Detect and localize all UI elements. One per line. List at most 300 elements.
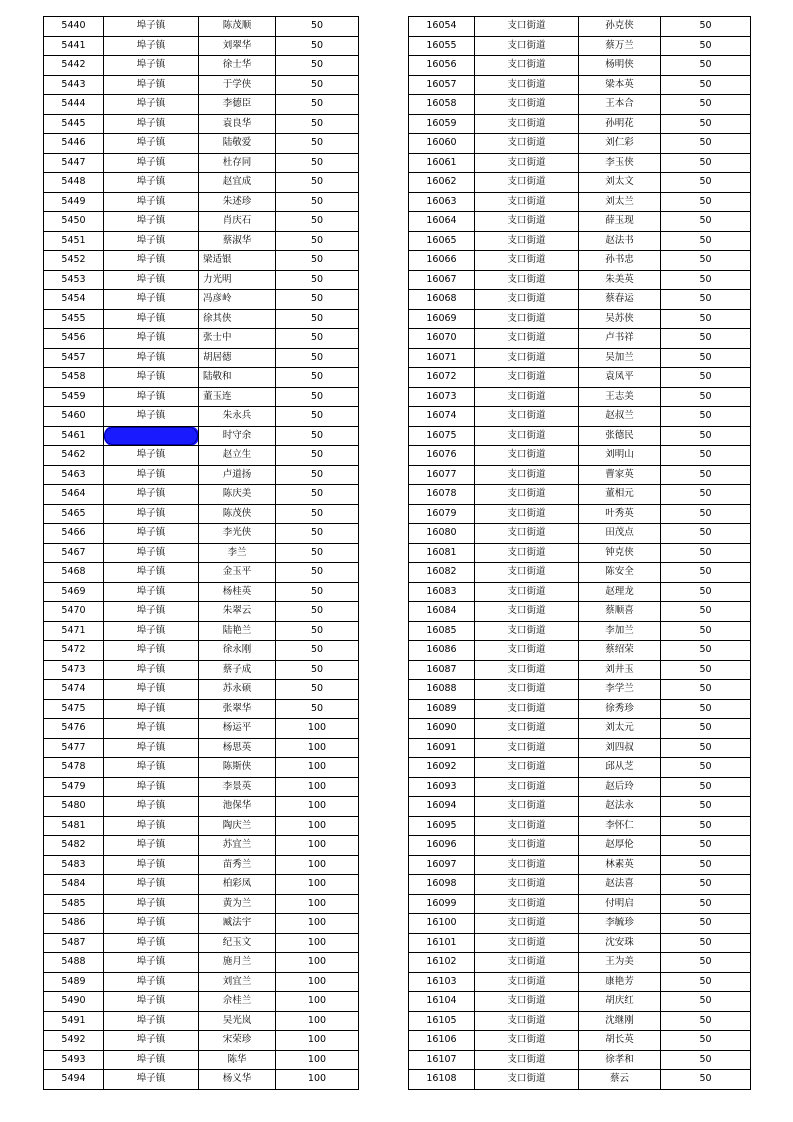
cell-id[interactable]: 16054 xyxy=(409,17,475,37)
cell-id[interactable]: 5492 xyxy=(44,1031,104,1051)
cell-name[interactable]: 李怀仁 xyxy=(579,816,661,836)
cell-id[interactable]: 5476 xyxy=(44,719,104,739)
cell-amount[interactable]: 50 xyxy=(661,387,751,407)
cell-amount[interactable]: 50 xyxy=(276,75,359,95)
cell-id[interactable]: 5455 xyxy=(44,309,104,329)
cell-amount[interactable]: 50 xyxy=(276,329,359,349)
cell-name[interactable]: 陈斯侠 xyxy=(199,758,276,778)
cell-name[interactable]: 袁凤平 xyxy=(579,368,661,388)
cell-id[interactable]: 16076 xyxy=(409,446,475,466)
cell-amount[interactable]: 50 xyxy=(276,563,359,583)
cell-id[interactable]: 5483 xyxy=(44,855,104,875)
cell-name[interactable]: 孙克侠 xyxy=(579,17,661,37)
cell-id[interactable]: 5484 xyxy=(44,875,104,895)
cell-id[interactable]: 16081 xyxy=(409,543,475,563)
cell-amount[interactable]: 100 xyxy=(276,758,359,778)
cell-name[interactable]: 刘仁彩 xyxy=(579,134,661,154)
cell-id[interactable]: 5494 xyxy=(44,1070,104,1090)
cell-id[interactable]: 16079 xyxy=(409,504,475,524)
cell-name[interactable]: 苏宜兰 xyxy=(199,836,276,856)
cell-id[interactable]: 16088 xyxy=(409,680,475,700)
cell-id[interactable]: 5493 xyxy=(44,1050,104,1070)
cell-name[interactable]: 付明启 xyxy=(579,894,661,914)
cell-amount[interactable]: 100 xyxy=(276,1031,359,1051)
cell-amount[interactable]: 50 xyxy=(661,563,751,583)
cell-id[interactable]: 5445 xyxy=(44,114,104,134)
cell-town[interactable]: 支口街道 xyxy=(475,855,579,875)
cell-name[interactable]: 胡长英 xyxy=(579,1031,661,1051)
cell-amount[interactable]: 50 xyxy=(661,212,751,232)
cell-name[interactable]: 钟克侠 xyxy=(579,543,661,563)
cell-name[interactable]: 徐其侠 xyxy=(199,309,276,329)
cell-name[interactable]: 黄为兰 xyxy=(199,894,276,914)
cell-town[interactable]: 埠子镇 xyxy=(104,56,199,76)
cell-name[interactable]: 张翠华 xyxy=(199,699,276,719)
cell-name[interactable]: 陆艳兰 xyxy=(199,621,276,641)
cell-amount[interactable]: 50 xyxy=(661,231,751,251)
cell-town[interactable]: 支口街道 xyxy=(475,914,579,934)
cell-town[interactable]: 支口街道 xyxy=(475,621,579,641)
cell-amount[interactable]: 50 xyxy=(276,192,359,212)
cell-name[interactable]: 梁本英 xyxy=(579,75,661,95)
cell-town[interactable]: 埠子镇 xyxy=(104,134,199,154)
cell-id[interactable]: 5457 xyxy=(44,348,104,368)
cell-amount[interactable]: 50 xyxy=(276,231,359,251)
cell-name[interactable]: 袁良华 xyxy=(199,114,276,134)
cell-town[interactable]: 支口街道 xyxy=(475,680,579,700)
cell-name[interactable]: 赵立生 xyxy=(199,446,276,466)
cell-amount[interactable]: 100 xyxy=(276,797,359,817)
cell-name[interactable]: 薛玉现 xyxy=(579,212,661,232)
cell-town[interactable]: 支口街道 xyxy=(475,407,579,427)
cell-id[interactable]: 16091 xyxy=(409,738,475,758)
cell-name[interactable]: 陆敬爱 xyxy=(199,134,276,154)
cell-id[interactable]: 16062 xyxy=(409,173,475,193)
cell-name[interactable]: 杜存同 xyxy=(199,153,276,173)
cell-name[interactable]: 胡居德 xyxy=(199,348,276,368)
cell-town[interactable]: 埠子镇 xyxy=(104,192,199,212)
cell-name[interactable]: 李玉侠 xyxy=(579,153,661,173)
cell-town[interactable]: 埠子镇 xyxy=(104,387,199,407)
cell-name[interactable]: 赵宜成 xyxy=(199,173,276,193)
cell-town[interactable]: 埠子镇 xyxy=(104,894,199,914)
cell-id[interactable]: 5469 xyxy=(44,582,104,602)
cell-name[interactable]: 刘太元 xyxy=(579,719,661,739)
cell-amount[interactable]: 50 xyxy=(276,485,359,505)
cell-name[interactable]: 王本合 xyxy=(579,95,661,115)
cell-name[interactable]: 吴光岚 xyxy=(199,1011,276,1031)
cell-amount[interactable]: 50 xyxy=(661,114,751,134)
cell-id[interactable]: 5478 xyxy=(44,758,104,778)
cell-id[interactable]: 5486 xyxy=(44,914,104,934)
cell-name[interactable]: 徐孝和 xyxy=(579,1050,661,1070)
cell-amount[interactable]: 100 xyxy=(276,836,359,856)
cell-amount[interactable]: 50 xyxy=(661,582,751,602)
cell-id[interactable]: 16099 xyxy=(409,894,475,914)
cell-id[interactable]: 5477 xyxy=(44,738,104,758)
cell-town[interactable]: 埠子镇 xyxy=(104,290,199,310)
cell-id[interactable]: 16055 xyxy=(409,36,475,56)
cell-id[interactable]: 16097 xyxy=(409,855,475,875)
cell-name[interactable]: 赵理龙 xyxy=(579,582,661,602)
cell-town[interactable]: 支口街道 xyxy=(475,972,579,992)
cell-name[interactable]: 徐永刚 xyxy=(199,641,276,661)
cell-amount[interactable]: 50 xyxy=(661,758,751,778)
cell-amount[interactable]: 50 xyxy=(661,953,751,973)
cell-town[interactable]: 支口街道 xyxy=(475,309,579,329)
cell-id[interactable]: 16064 xyxy=(409,212,475,232)
cell-name[interactable]: 苗秀兰 xyxy=(199,855,276,875)
cell-town[interactable]: 支口街道 xyxy=(475,212,579,232)
cell-town[interactable]: 埠子镇 xyxy=(104,543,199,563)
cell-amount[interactable]: 50 xyxy=(276,426,359,446)
cell-amount[interactable]: 50 xyxy=(661,75,751,95)
cell-amount[interactable]: 100 xyxy=(276,855,359,875)
cell-amount[interactable]: 50 xyxy=(661,1031,751,1051)
cell-town[interactable]: 支口街道 xyxy=(475,816,579,836)
cell-name[interactable]: 孙书忠 xyxy=(579,251,661,271)
cell-id[interactable]: 5491 xyxy=(44,1011,104,1031)
cell-amount[interactable]: 100 xyxy=(276,972,359,992)
cell-id[interactable]: 16093 xyxy=(409,777,475,797)
cell-name[interactable]: 吴苏侠 xyxy=(579,309,661,329)
cell-town[interactable]: 支口街道 xyxy=(475,56,579,76)
cell-id[interactable]: 16092 xyxy=(409,758,475,778)
cell-id[interactable]: 5465 xyxy=(44,504,104,524)
cell-amount[interactable]: 50 xyxy=(661,153,751,173)
cell-name[interactable]: 杨义华 xyxy=(199,1070,276,1090)
cell-amount[interactable]: 100 xyxy=(276,875,359,895)
cell-town[interactable]: 支口街道 xyxy=(475,836,579,856)
cell-id[interactable]: 16061 xyxy=(409,153,475,173)
cell-id[interactable]: 5487 xyxy=(44,933,104,953)
cell-amount[interactable]: 50 xyxy=(276,309,359,329)
cell-id[interactable]: 16104 xyxy=(409,992,475,1012)
cell-id[interactable]: 16068 xyxy=(409,290,475,310)
cell-id[interactable]: 16060 xyxy=(409,134,475,154)
cell-amount[interactable]: 50 xyxy=(661,56,751,76)
cell-amount[interactable]: 100 xyxy=(276,738,359,758)
cell-name[interactable]: 于学侠 xyxy=(199,75,276,95)
cell-town[interactable]: 埠子镇 xyxy=(104,309,199,329)
cell-id[interactable]: 5446 xyxy=(44,134,104,154)
cell-town[interactable]: 支口街道 xyxy=(475,641,579,661)
cell-id[interactable]: 5450 xyxy=(44,212,104,232)
cell-town[interactable]: 埠子镇 xyxy=(104,875,199,895)
cell-town[interactable]: 支口街道 xyxy=(475,368,579,388)
cell-name[interactable]: 卢书祥 xyxy=(579,329,661,349)
cell-name[interactable]: 曹家英 xyxy=(579,465,661,485)
cell-name[interactable]: 蔡春运 xyxy=(579,290,661,310)
cell-amount[interactable]: 50 xyxy=(661,17,751,37)
cell-town[interactable]: 支口街道 xyxy=(475,1050,579,1070)
cell-id[interactable]: 16098 xyxy=(409,875,475,895)
selected-cell[interactable]: 埠子镇 xyxy=(104,426,199,446)
cell-amount[interactable]: 50 xyxy=(276,290,359,310)
cell-name[interactable]: 陈华 xyxy=(199,1050,276,1070)
cell-name[interactable]: 朱永兵 xyxy=(199,407,276,427)
cell-town[interactable]: 埠子镇 xyxy=(104,699,199,719)
cell-amount[interactable]: 50 xyxy=(661,602,751,622)
cell-amount[interactable]: 50 xyxy=(661,875,751,895)
cell-amount[interactable]: 50 xyxy=(661,621,751,641)
cell-id[interactable]: 5490 xyxy=(44,992,104,1012)
cell-amount[interactable]: 50 xyxy=(276,114,359,134)
cell-id[interactable]: 5453 xyxy=(44,270,104,290)
cell-amount[interactable]: 100 xyxy=(276,992,359,1012)
cell-town[interactable]: 支口街道 xyxy=(475,1011,579,1031)
cell-id[interactable]: 5460 xyxy=(44,407,104,427)
cell-town[interactable]: 支口街道 xyxy=(475,1070,579,1090)
cell-id[interactable]: 16100 xyxy=(409,914,475,934)
cell-amount[interactable]: 50 xyxy=(661,192,751,212)
cell-name[interactable]: 杨明侠 xyxy=(579,56,661,76)
cell-town[interactable]: 支口街道 xyxy=(475,465,579,485)
cell-name[interactable]: 宋荣珍 xyxy=(199,1031,276,1051)
cell-amount[interactable]: 50 xyxy=(661,894,751,914)
cell-town[interactable]: 埠子镇 xyxy=(104,95,199,115)
cell-amount[interactable]: 50 xyxy=(661,524,751,544)
cell-amount[interactable]: 50 xyxy=(276,621,359,641)
cell-id[interactable]: 16073 xyxy=(409,387,475,407)
cell-name[interactable]: 朱述珍 xyxy=(199,192,276,212)
cell-amount[interactable]: 50 xyxy=(276,446,359,466)
cell-town[interactable]: 埠子镇 xyxy=(104,524,199,544)
cell-id[interactable]: 5451 xyxy=(44,231,104,251)
cell-town[interactable]: 支口街道 xyxy=(475,17,579,37)
cell-town[interactable]: 埠子镇 xyxy=(104,153,199,173)
cell-name[interactable]: 陈茂侠 xyxy=(199,504,276,524)
cell-town[interactable]: 埠子镇 xyxy=(104,36,199,56)
cell-town[interactable]: 支口街道 xyxy=(475,153,579,173)
cell-id[interactable]: 16096 xyxy=(409,836,475,856)
cell-name[interactable]: 赵后玲 xyxy=(579,777,661,797)
cell-amount[interactable]: 50 xyxy=(661,836,751,856)
cell-amount[interactable]: 50 xyxy=(276,582,359,602)
cell-town[interactable]: 埠子镇 xyxy=(104,836,199,856)
cell-town[interactable]: 埠子镇 xyxy=(104,407,199,427)
cell-name[interactable]: 陆敬和 xyxy=(199,368,276,388)
cell-town[interactable]: 埠子镇 xyxy=(104,348,199,368)
cell-name[interactable]: 康艳芳 xyxy=(579,972,661,992)
cell-id[interactable]: 5443 xyxy=(44,75,104,95)
cell-town[interactable]: 支口街道 xyxy=(475,387,579,407)
cell-id[interactable]: 16071 xyxy=(409,348,475,368)
cell-amount[interactable]: 50 xyxy=(276,348,359,368)
cell-name[interactable]: 苏永硕 xyxy=(199,680,276,700)
cell-name[interactable]: 池保华 xyxy=(199,797,276,817)
cell-town[interactable]: 支口街道 xyxy=(475,738,579,758)
cell-amount[interactable]: 50 xyxy=(276,407,359,427)
cell-name[interactable]: 力光明 xyxy=(199,270,276,290)
cell-name[interactable]: 徐士华 xyxy=(199,56,276,76)
cell-town[interactable]: 埠子镇 xyxy=(104,368,199,388)
cell-name[interactable]: 李德臣 xyxy=(199,95,276,115)
cell-amount[interactable]: 50 xyxy=(661,368,751,388)
cell-town[interactable]: 埠子镇 xyxy=(104,953,199,973)
cell-amount[interactable]: 100 xyxy=(276,894,359,914)
cell-id[interactable]: 16056 xyxy=(409,56,475,76)
cell-name[interactable]: 陈安全 xyxy=(579,563,661,583)
cell-town[interactable]: 支口街道 xyxy=(475,504,579,524)
cell-name[interactable]: 董相元 xyxy=(579,485,661,505)
cell-id[interactable]: 16065 xyxy=(409,231,475,251)
cell-name[interactable]: 张德民 xyxy=(579,426,661,446)
cell-town[interactable]: 支口街道 xyxy=(475,75,579,95)
cell-name[interactable]: 叶秀英 xyxy=(579,504,661,524)
cell-id[interactable]: 16063 xyxy=(409,192,475,212)
cell-amount[interactable]: 50 xyxy=(661,446,751,466)
cell-name[interactable]: 卢道扬 xyxy=(199,465,276,485)
cell-amount[interactable]: 50 xyxy=(661,914,751,934)
cell-amount[interactable]: 50 xyxy=(276,524,359,544)
cell-id[interactable]: 16083 xyxy=(409,582,475,602)
cell-town[interactable]: 支口街道 xyxy=(475,524,579,544)
cell-amount[interactable]: 50 xyxy=(661,290,751,310)
cell-id[interactable]: 5480 xyxy=(44,797,104,817)
cell-town[interactable]: 支口街道 xyxy=(475,699,579,719)
cell-id[interactable]: 5488 xyxy=(44,953,104,973)
cell-town[interactable]: 支口街道 xyxy=(475,602,579,622)
cell-amount[interactable]: 100 xyxy=(276,719,359,739)
cell-amount[interactable]: 50 xyxy=(661,816,751,836)
cell-town[interactable]: 支口街道 xyxy=(475,758,579,778)
cell-amount[interactable]: 50 xyxy=(661,504,751,524)
cell-id[interactable]: 5458 xyxy=(44,368,104,388)
cell-id[interactable]: 16080 xyxy=(409,524,475,544)
cell-id[interactable]: 16089 xyxy=(409,699,475,719)
cell-id[interactable]: 16086 xyxy=(409,641,475,661)
cell-amount[interactable]: 50 xyxy=(661,797,751,817)
cell-name[interactable]: 施月兰 xyxy=(199,953,276,973)
cell-amount[interactable]: 50 xyxy=(661,1011,751,1031)
cell-name[interactable]: 李学兰 xyxy=(579,680,661,700)
cell-amount[interactable]: 50 xyxy=(276,95,359,115)
cell-town[interactable]: 埠子镇 xyxy=(104,173,199,193)
cell-name[interactable]: 陈茂顺 xyxy=(199,17,276,37)
cell-amount[interactable]: 50 xyxy=(661,465,751,485)
cell-id[interactable]: 16102 xyxy=(409,953,475,973)
cell-amount[interactable]: 100 xyxy=(276,816,359,836)
cell-amount[interactable]: 100 xyxy=(276,953,359,973)
cell-amount[interactable]: 50 xyxy=(661,173,751,193)
cell-town[interactable]: 支口街道 xyxy=(475,446,579,466)
cell-town[interactable]: 支口街道 xyxy=(475,797,579,817)
cell-town[interactable]: 埠子镇 xyxy=(104,1050,199,1070)
cell-id[interactable]: 5471 xyxy=(44,621,104,641)
cell-town[interactable]: 埠子镇 xyxy=(104,641,199,661)
cell-id[interactable]: 16087 xyxy=(409,660,475,680)
cell-name[interactable]: 刘明山 xyxy=(579,446,661,466)
cell-id[interactable]: 5475 xyxy=(44,699,104,719)
cell-name[interactable]: 赵厚伦 xyxy=(579,836,661,856)
cell-town[interactable]: 埠子镇 xyxy=(104,758,199,778)
cell-amount[interactable]: 50 xyxy=(276,660,359,680)
cell-id[interactable]: 16067 xyxy=(409,270,475,290)
cell-amount[interactable]: 50 xyxy=(661,251,751,271)
cell-town[interactable]: 支口街道 xyxy=(475,270,579,290)
cell-id[interactable]: 5466 xyxy=(44,524,104,544)
cell-name[interactable]: 李兰 xyxy=(199,543,276,563)
cell-amount[interactable]: 50 xyxy=(276,680,359,700)
cell-town[interactable]: 支口街道 xyxy=(475,777,579,797)
cell-town[interactable]: 支口街道 xyxy=(475,582,579,602)
cell-amount[interactable]: 50 xyxy=(276,699,359,719)
cell-id[interactable]: 16103 xyxy=(409,972,475,992)
cell-town[interactable]: 埠子镇 xyxy=(104,17,199,37)
cell-amount[interactable]: 100 xyxy=(276,914,359,934)
cell-town[interactable]: 支口街道 xyxy=(475,251,579,271)
cell-id[interactable]: 5444 xyxy=(44,95,104,115)
cell-amount[interactable]: 50 xyxy=(276,465,359,485)
cell-town[interactable]: 埠子镇 xyxy=(104,329,199,349)
cell-amount[interactable]: 50 xyxy=(661,777,751,797)
cell-town[interactable]: 埠子镇 xyxy=(104,621,199,641)
cell-amount[interactable]: 100 xyxy=(276,777,359,797)
cell-amount[interactable]: 100 xyxy=(276,1011,359,1031)
cell-id[interactable]: 16070 xyxy=(409,329,475,349)
cell-id[interactable]: 5485 xyxy=(44,894,104,914)
cell-id[interactable]: 5442 xyxy=(44,56,104,76)
cell-town[interactable]: 埠子镇 xyxy=(104,485,199,505)
cell-name[interactable]: 林素英 xyxy=(579,855,661,875)
cell-amount[interactable]: 50 xyxy=(661,95,751,115)
cell-amount[interactable]: 50 xyxy=(661,699,751,719)
cell-id[interactable]: 5464 xyxy=(44,485,104,505)
cell-id[interactable]: 16084 xyxy=(409,602,475,622)
cell-name[interactable]: 朱翠云 xyxy=(199,602,276,622)
cell-town[interactable]: 支口街道 xyxy=(475,660,579,680)
cell-amount[interactable]: 50 xyxy=(276,173,359,193)
cell-amount[interactable]: 50 xyxy=(276,251,359,271)
cell-town[interactable]: 支口街道 xyxy=(475,1031,579,1051)
cell-name[interactable]: 李景英 xyxy=(199,777,276,797)
cell-town[interactable]: 埠子镇 xyxy=(104,75,199,95)
cell-town[interactable]: 埠子镇 xyxy=(104,212,199,232)
cell-town[interactable]: 支口街道 xyxy=(475,231,579,251)
cell-town[interactable]: 支口街道 xyxy=(475,485,579,505)
cell-town[interactable]: 支口街道 xyxy=(475,114,579,134)
cell-name[interactable]: 沈继刚 xyxy=(579,1011,661,1031)
cell-amount[interactable]: 50 xyxy=(661,1070,751,1090)
cell-name[interactable]: 蔡绍荣 xyxy=(579,641,661,661)
cell-id[interactable]: 16058 xyxy=(409,95,475,115)
cell-town[interactable]: 埠子镇 xyxy=(104,777,199,797)
cell-name[interactable]: 沈安珠 xyxy=(579,933,661,953)
cell-town[interactable]: 埠子镇 xyxy=(104,1011,199,1031)
cell-amount[interactable]: 50 xyxy=(276,387,359,407)
cell-town[interactable]: 支口街道 xyxy=(475,348,579,368)
cell-town[interactable]: 埠子镇 xyxy=(104,855,199,875)
cell-amount[interactable]: 50 xyxy=(661,1050,751,1070)
cell-town[interactable]: 埠子镇 xyxy=(104,1031,199,1051)
cell-id[interactable]: 5463 xyxy=(44,465,104,485)
cell-id[interactable]: 16108 xyxy=(409,1070,475,1090)
cell-id[interactable]: 16059 xyxy=(409,114,475,134)
cell-town[interactable]: 支口街道 xyxy=(475,953,579,973)
cell-town[interactable]: 支口街道 xyxy=(475,875,579,895)
cell-name[interactable]: 杨桂英 xyxy=(199,582,276,602)
cell-id[interactable]: 16074 xyxy=(409,407,475,427)
cell-id[interactable]: 5449 xyxy=(44,192,104,212)
cell-name[interactable]: 吴加兰 xyxy=(579,348,661,368)
cell-amount[interactable]: 50 xyxy=(661,992,751,1012)
cell-town[interactable]: 支口街道 xyxy=(475,992,579,1012)
cell-town[interactable]: 埠子镇 xyxy=(104,1070,199,1090)
cell-id[interactable]: 16094 xyxy=(409,797,475,817)
cell-id[interactable]: 16078 xyxy=(409,485,475,505)
cell-town[interactable]: 埠子镇 xyxy=(104,914,199,934)
